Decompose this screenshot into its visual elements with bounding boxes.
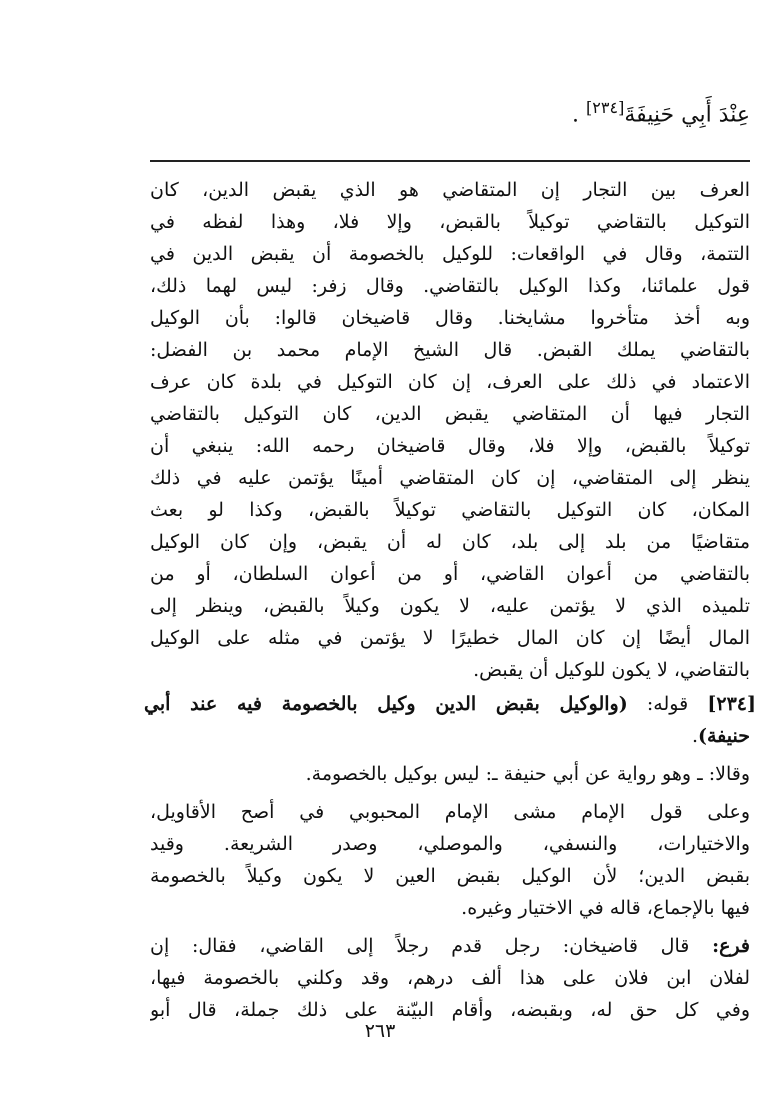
entry-heading-line-1: [144, 688, 756, 720]
branch-text-1: قال قاضيخان: رجل قدم رجلاً إلى القاضي، فقال: إن: [150, 935, 690, 957]
header-end: .: [572, 102, 580, 128]
text-line: بالتقاضي، لا يكون للوكيل أن يقبض.: [473, 659, 750, 681]
text-line: وبه أخذ متأخروا مشايخنا. وقال قاضيخان قالوا: بأن الوكيل: [150, 307, 750, 329]
text-line: التجار فيها أن المتقاضي يقبض الدين، كان التوكيل بالتقاضي: [150, 403, 750, 425]
entry-label: قوله:: [646, 693, 689, 715]
branch-line-1: [150, 930, 750, 962]
running-header: [490, 98, 750, 138]
text-line: فيها بالإجماع، قاله في الاختيار وغيره.: [461, 897, 750, 919]
text-line: الاعتماد في ذلك على العرف، إن كان التوكيل في بلدة كان عرف: [150, 371, 750, 393]
text-line: وفي كل حق له، وبقبضه، وأقام البيّنة على ذلك جملة، قال أبو: [150, 999, 750, 1021]
header-title: عِنْدَ أَبِي حَنِيفَةَ: [624, 102, 750, 128]
text-line: التوكيل بالتقاضي توكيلاً بالقبض، وإلا فلا، وهذا لفظه في: [150, 211, 750, 233]
entry-quote-2: حنيفة): [698, 725, 750, 747]
paragraph-2: وقالا: ـ وهو رواية عن أبي حنيفة ـ: ليس بوكيل بالخصومة.: [305, 763, 750, 785]
header-ref: [٢٣٤]: [586, 98, 625, 117]
text-line: بالتقاضي يملك القبض. قال الشيخ الإمام محمد بن الفضل:: [150, 339, 750, 361]
text-line: بالتقاضي من أعوان القاضي، أو من أعوان السلطان، أو من: [150, 563, 750, 585]
text-line: وعلى قول الإمام مشى الإمام المحبوبي في أصح الأقاويل،: [150, 801, 750, 823]
text-line: والاختيارات، والنسفي، والموصلي، وصدر الشريعة. وقيد: [150, 833, 750, 855]
entry-quote-end: .: [691, 725, 698, 747]
header-rule: [150, 160, 750, 162]
text-line: العرف بين التجار إن المتقاضي هو الذي يقبض الدين، كان: [150, 179, 750, 201]
page-number: ٢٦٣: [364, 1020, 396, 1042]
text-line: المال أيضًا إن كان المال خطيرًا لا يؤتمن في مثله على الوكيل: [150, 627, 750, 649]
text-line: ينظر إلى المتقاضي، إن كان المتقاضي أمينًا يؤتمن عليه في ذلك: [150, 467, 750, 489]
text-line: التتمة، وقال في الواقعات: للوكيل بالخصومة أن يقبض الدين في: [150, 243, 750, 265]
text-line: توكيلاً بالقبض، وإلا فلا، وقال قاضيخان رحمه الله: ينبغي أن: [150, 435, 750, 457]
entry-quote-1: (والوكيل بقبض الدين وكيل بالخصومة فيه عند أبي: [144, 693, 628, 715]
entry-heading-line-2: [150, 720, 750, 752]
text-line: بقبض الدين؛ لأن الوكيل بقبض العين لا يكون وكيلاً بالخصومة: [150, 865, 750, 887]
entry-number: [٢٣٤]: [707, 693, 756, 715]
text-line: المكان، كان التوكيل بالتقاضي توكيلاً بالقبض، وكذا لو بعث: [150, 499, 750, 521]
text-line: متقاضيًا من بلد إلى بلد، كان له أن يقبض، وإن كان الوكيل: [150, 531, 750, 553]
branch-label: فرع:: [712, 935, 750, 957]
text-line: لفلان ابن فلان على هذا ألف درهم، وقد وكلني بالخصومة فيها،: [150, 967, 750, 989]
text-line: تلميذه الذي لا يؤتمن عليه، لا يكون وكيلاً بالقبض، وينظر إلى: [150, 595, 750, 617]
text-line: قول علمائنا، وكذا الوكيل بالتقاضي. وقال زفر: ليس لهما ذلك،: [150, 275, 750, 297]
